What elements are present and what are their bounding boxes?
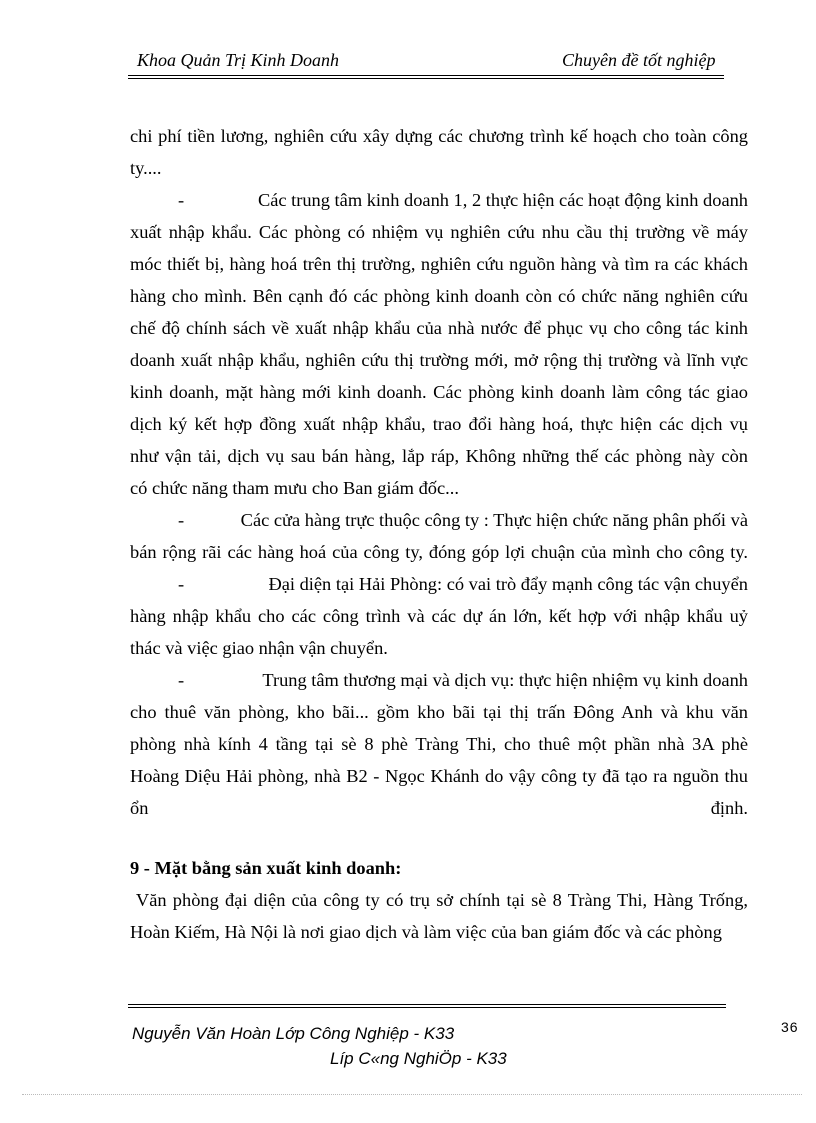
bullet-text: Các trung tâm kinh doanh 1, 2 thực hiện các hoạt động kinh doanh [257, 190, 748, 210]
header-thesis-title: Chuyên đề tốt nghiệp [562, 50, 716, 70]
section-heading: 9 - Mặt bằng sản xuất kinh doanh: [130, 858, 402, 878]
body-line: hàng cho mình. Bên cạnh đó các phòng kinh doanh còn có chức năng nghiên cứu [130, 286, 748, 306]
header-rule-secondary [128, 78, 724, 79]
bullet-paragraph-line [178, 189, 748, 211]
footer-class: Líp C«ng NghiÖp - K33 [330, 1049, 507, 1068]
header-faculty: Khoa Quản Trị Kinh Doanh [137, 50, 340, 70]
body-line: chế độ chính sách về xuất nhập khẩu của nhà nước để phục vụ cho công tác kinh [130, 318, 748, 338]
bullet-paragraph-line [178, 573, 748, 595]
body-line: như vận tải, dịch vụ sau bán hàng, lắp ráp, Không những thế các phòng này còn [130, 446, 748, 466]
bullet-paragraph-line [178, 509, 748, 531]
body-line: Hoàng Diệu Hải phòng, nhà B2 - Ngọc Khánh do vậy công ty đã tạo ra nguồn thu [130, 766, 748, 786]
body-line: hàng nhập khẩu cho các công trình và các dự án lớn, kết hợp với nhập khẩu uỷ [130, 606, 748, 626]
body-line: có chức năng tham mưu cho Ban giám đốc... [130, 478, 459, 498]
bullet-dash: - [178, 574, 185, 594]
body-line: phòng nhà kính 4 tầng tại sè 8 phè Tràng Thi, cho thuê một phần nhà 3A phè [130, 734, 748, 754]
body-line: Văn phòng đại diện của công ty có trụ sở chính tại sè 8 Tràng Thi, Hàng Trống, [130, 890, 748, 910]
body-line: thác và việc giao nhận vận chuyển. [130, 638, 388, 658]
bullet-dash: - [178, 510, 185, 530]
bullet-dash: - [178, 670, 185, 690]
bullet-text: Đại diện tại Hải Phòng: có vai trò đẩy mạnh công tác vận chuyển [268, 574, 748, 594]
body-line: dịch ký kết hợp đồng xuất nhập khẩu, trao đổi hàng hoá, thực hiện các dịch vụ [130, 414, 748, 434]
bullet-paragraph-line [178, 669, 748, 691]
bullet-text: Trung tâm thương mại và dịch vụ: thực hiện nhiệm vụ kinh doanh [262, 670, 748, 690]
body-line: kinh doanh, mặt hàng mới kinh doanh. Các phòng kinh doanh làm công tác giao [130, 382, 748, 402]
footer-author: Nguyễn Văn Hoàn Lớp Công Nghiệp - K33 [132, 1024, 455, 1043]
body-line: bán rộng rãi các hàng hoá của công ty, đóng góp lợi chuận của mình cho công ty. [130, 542, 748, 562]
body-line: ty.... [130, 158, 162, 178]
page-bottom-border [22, 1094, 802, 1095]
bullet-text: Các cửa hàng trực thuộc công ty : Thực hiện chức năng phân phối và [240, 510, 748, 530]
header-rule [128, 75, 724, 76]
body-line: móc thiết bị, hàng hoá trên thị trường, nghiên cứu nguồn hàng và tìm ra các khách [130, 254, 748, 274]
body-line: doanh xuất nhập khẩu, nghiên cứu thị trường mới, mở rộng thị trường và lĩnh vực [130, 350, 748, 370]
footer-rule-secondary [128, 1007, 726, 1008]
page-number: 36 [781, 1019, 799, 1035]
body-line-left: ổn [130, 798, 149, 818]
body-line: cho thuê văn phòng, kho bãi... gồm kho bãi tại thị trấn Đông Anh và khu văn [130, 702, 748, 722]
body-line: Hoàn Kiếm, Hà Nội là nơi giao dịch và làm việc của ban giám đốc và các phòng [130, 922, 722, 942]
bullet-dash: - [178, 190, 185, 210]
body-line: chi phí tiền lương, nghiên cứu xây dựng các chương trình kế hoạch cho toàn công [130, 126, 748, 146]
body-line: xuất nhập khẩu. Các phòng có nhiệm vụ nghiên cứu nhu cầu thị trường về máy [130, 222, 748, 242]
body-line-right: định. [710, 798, 748, 818]
footer-rule [128, 1004, 726, 1005]
